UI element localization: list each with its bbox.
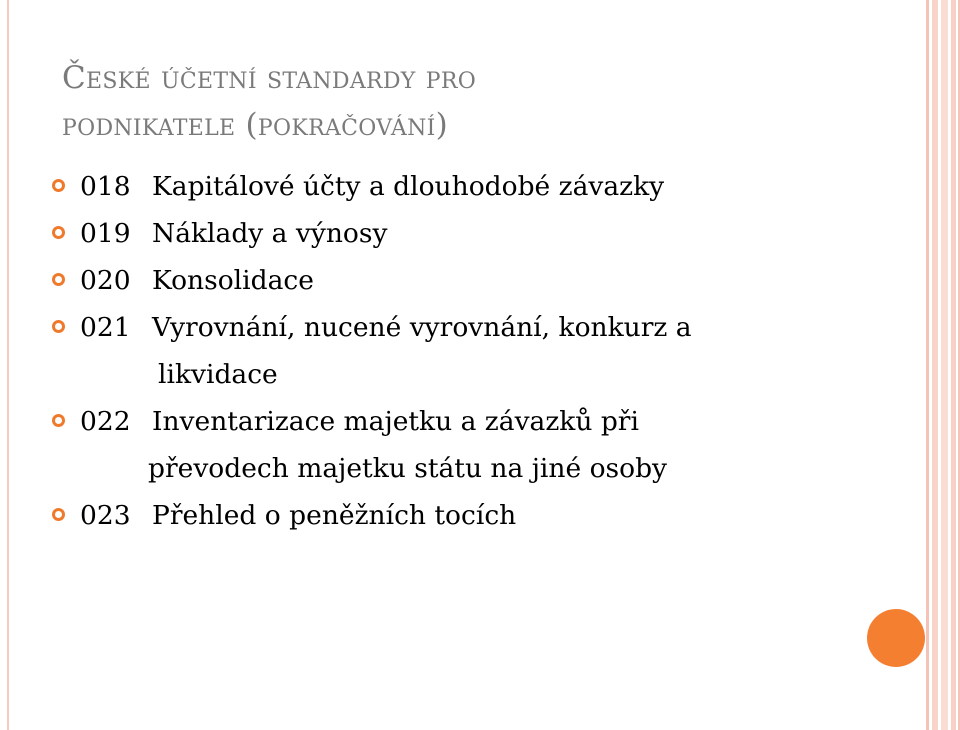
standard-text — [152, 492, 516, 539]
standard-code: 018 — [80, 171, 131, 202]
standard-text-line-continued: likvidace — [158, 359, 278, 390]
right-decor-stripe — [951, 0, 956, 730]
list-item — [52, 304, 902, 398]
standard-text-line: Přehled o peněžních tocích — [152, 500, 517, 531]
standards-list — [52, 163, 902, 539]
bullet-icon — [52, 179, 65, 192]
list-item — [52, 492, 902, 539]
standard-text — [152, 304, 692, 398]
list-item — [52, 163, 902, 210]
standard-text-line: Inventarizace majetku a závazků při — [152, 406, 639, 437]
standard-text — [152, 163, 664, 210]
standard-code: 021 — [80, 312, 131, 343]
left-border-line — [7, 0, 9, 730]
standard-text-line: Náklady a výnosy — [152, 218, 388, 249]
list-item — [52, 257, 902, 304]
list-item — [52, 210, 902, 257]
standard-text-line: Vyrovnání, nucené vyrovnání, konkurz a — [152, 312, 692, 343]
bullet-icon — [52, 414, 65, 427]
right-decor-stripe — [932, 0, 938, 730]
orange-circle-decoration-icon — [867, 609, 925, 667]
standard-code: 022 — [80, 406, 131, 437]
bullet-icon — [52, 273, 65, 286]
standard-code: 020 — [80, 265, 131, 296]
standard-text — [152, 257, 314, 304]
standard-text — [148, 398, 668, 492]
right-decor-stripe — [941, 0, 948, 730]
slide-title-line-2: podnikatele (pokračování) — [62, 107, 449, 143]
standard-text-line-continued: převodech majetku státu na jiné osoby — [148, 453, 668, 484]
standard-text-line: Konsolidace — [152, 265, 314, 296]
bullet-icon — [52, 320, 65, 333]
slide-title — [62, 55, 882, 149]
bullet-icon — [52, 226, 65, 239]
standard-text-line: Kapitálové účty a dlouhodobé závazky — [152, 171, 665, 202]
standard-code: 023 — [80, 500, 131, 531]
standard-text — [152, 210, 387, 257]
list-item — [52, 398, 902, 492]
standard-code: 019 — [80, 218, 131, 249]
right-decor-stripe — [926, 0, 929, 730]
bullet-icon — [52, 508, 65, 521]
slide-title-line-1: České účetní standardy pro — [62, 60, 477, 96]
